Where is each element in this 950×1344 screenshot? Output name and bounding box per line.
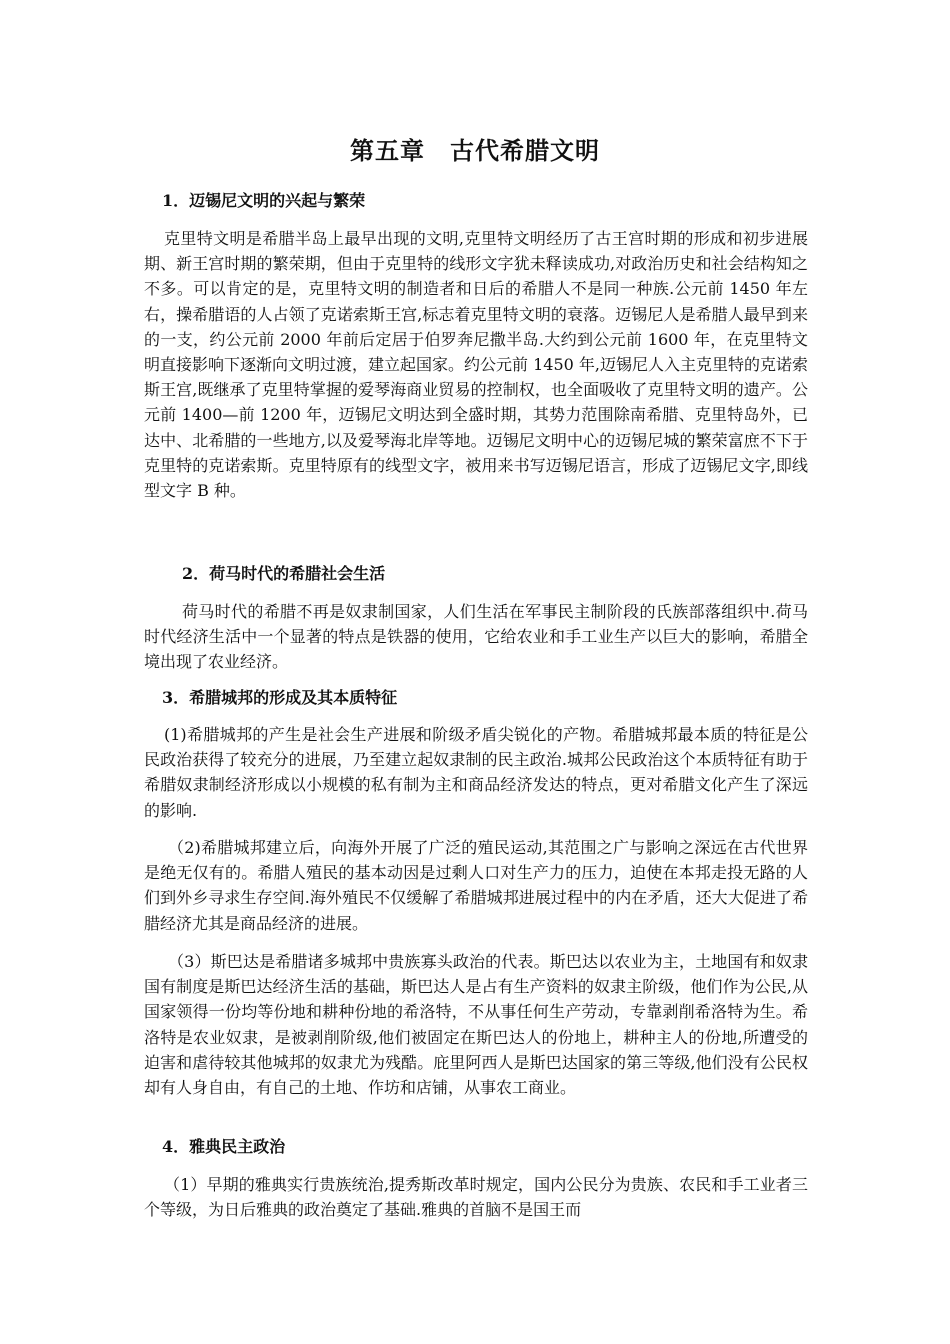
section-heading-4: 4．雅典民主政治 [162,1137,286,1156]
section-heading-2: 2．荷马时代的希腊社会生活 [182,564,386,583]
section-2-paragraph-1: 荷马时代的希腊不再是奴隶制国家，人们生活在军事民主制阶段的氏族部落组织中.荷马时代经济生活中一个显著的特点是铁器的使用，它给农业和手工业生产以巨大的影响，希腊全境出现了农业经济。 [144,602,808,672]
section-3-paragraph-3: （3）斯巴达是希腊诸多城邦中贵族寡头政治的代表。斯巴达以农业为主，土地国有和奴隶国有制度是斯巴达经济生活的基础，斯巴达人是占有生产资料的奴隶主阶级，他们作为公民,从国家领得一份均等份地和耕种份地的希洛特，不从事任何生产劳动，专靠剥削希洛特为生。希洛特是农业奴隶，是被剥削阶级,他们被固定在斯巴达人的份地上，耕种主人的份地,所遭受的迫害和虐待较其他城邦的奴隶尤为残酷。庇里阿西人是斯巴达国家的第三等级,他们没有公民权却有人身自由，有自己的土地、作坊和店铺，从事农工商业。 [144,952,808,1098]
section-1-paragraph-1: 克里特文明是希腊半岛上最早出现的文明,克里特文明经历了古王宫时期的形成和初步进展期、新王宫时期的繁荣期，但由于克里特的线形文字犹未释读成功,对政治历史和社会结构知之不多。可以肯定的是，克里特文明的制造者和日后的希腊人不是同一种族.公元前 1450 年左右，操希腊语的人占领了克诺索斯王宫,标志着克里特文明的衰落。迈锡尼人是希腊人最早到来的一支，约公元前 2000 年前后定居于伯罗奔尼撒半岛.大约到公元前 1600 年，在克里特文明直接影响下逐渐向文明过渡，建立起国家。约公元前 1450 年,迈锡尼人入主克里特的克诺索斯王宫,既继承了克里特掌握的爱琴海商业贸易的控制权，也全面吸收了克里特文明的遗产。公元前 1400—前 1200 年，迈锡尼文明达到全盛时期，其势力范围除南希腊、克里特岛外，已达中、北希腊的一些地方,以及爱琴海北岸等地。迈锡尼文明中心的迈锡尼城的繁荣富庶不下于克里特的克诺索斯。克里特原有的线型文字，被用来书写迈锡尼语言，形成了迈锡尼文字,即线型文字 B 种。 [144,229,808,501]
section-3-paragraph-2: （2)希腊城邦建立后，向海外开展了广泛的殖民运动,其范围之广与影响之深远在古代世界是绝无仅有的。希腊人殖民的基本动因是过剩人口对生产力的压力，迫使在本邦走投无路的人们到外乡寻求生存空间.海外殖民不仅缓解了希腊城邦进展过程中的内在矛盾，还大大促进了希腊经济尤其是商品经济的进展。 [144,838,808,933]
section-heading-3: 3．希腊城邦的形成及其本质特征 [162,688,398,707]
section-4-paragraph-1: （1）早期的雅典实行贵族统治,提秀斯改革时规定，国内公民分为贵族、农民和手工业者三个等级，为日后雅典的政治奠定了基础.雅典的首脑不是国王而 [144,1175,808,1220]
section-3-paragraph-1: (1)希腊城邦的产生是社会生产进展和阶级矛盾尖锐化的产物。希腊城邦最本质的特征是公民政治获得了较充分的进展，乃至建立起奴隶制的民主政治.城邦公民政治这个本质特征有助于希腊奴隶制经济形成以小规模的私有制为主和商品经济发达的特点，更对希腊文化产生了深远的影响. [144,725,808,820]
chapter-title: 第五章 古代希腊文明 [350,136,600,165]
section-heading-1: 1．迈锡尼文明的兴起与繁荣 [162,191,366,210]
